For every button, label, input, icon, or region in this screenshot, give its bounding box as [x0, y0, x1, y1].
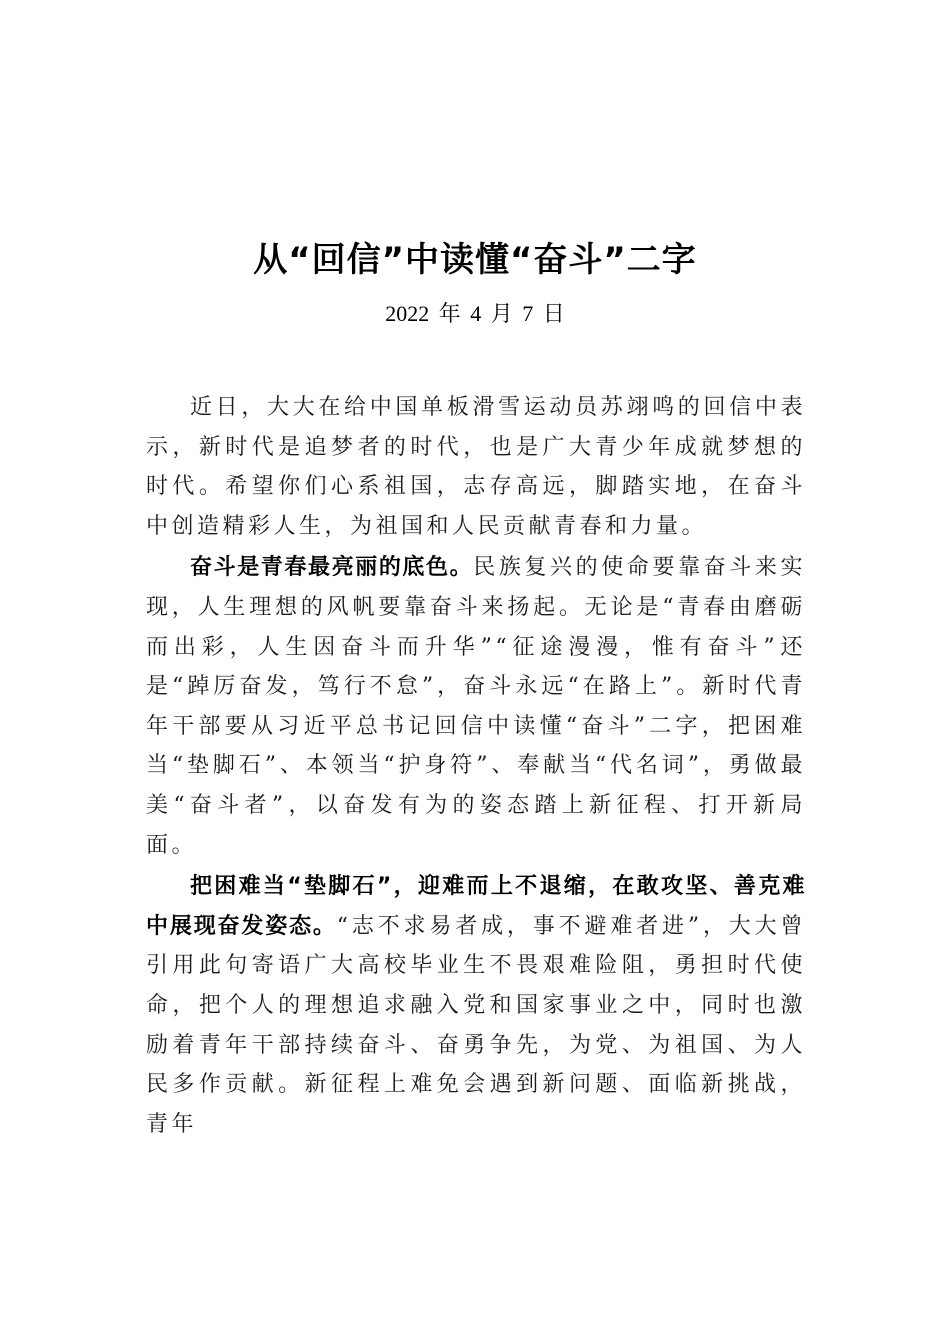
article-body: [146, 388, 806, 1146]
article-title: 从“回信”中读懂“奋斗”二字: [253, 240, 697, 280]
paragraph-text: “志不求易者成，事不避难者进”，大大曾引用此句寄语广大高校毕业生不畏艰难险阻，勇担时代使命，把个人的理想追求融入党和国家事业之中，同时也激励着青年干部持续奋斗、奋勇争先，为党、为祖国、为人民多作贡献。新征程上难免会遇到新问题、面临新挑战，青年: [146, 913, 806, 1137]
paragraph-text: 民族复兴的使命要靠奋斗来实现，人生理想的风帆要靠奋斗来扬起。无论是“青春由磨砺而出彩，人生因奋斗而升华”“征途漫漫，惟有奋斗”还是“踔厉奋发，笃行不怠”，奋斗永远“在路上”。新时代青年干部要从习近平总书记回信中读懂“奋斗”二字，把困难当“垫脚石”、本领当“护身符”、奉献当“代名词”，勇做最美“奋斗者”，以奋发有为的姿态踏上新征程、打开新局面。: [146, 555, 806, 858]
paragraph-lead: 奋斗是青春最亮丽的底色。: [190, 555, 474, 581]
paragraph: [146, 548, 806, 865]
paragraph: [146, 388, 806, 546]
paragraph: [146, 867, 806, 1144]
paragraph-lead: 把困难当“垫脚石”，迎难而上不退缩，在敢攻坚、善克难中展现奋发姿态。: [146, 874, 806, 939]
article-date: 2022 年 4 月 7 日: [385, 301, 565, 326]
paragraph-text: 近日，大大在给中国单板滑雪运动员苏翊鸣的回信中表示，新时代是追梦者的时代，也是广大青少年成就梦想的时代。希望你们心系祖国，志存高远，脚踏实地，在奋斗中创造精彩人生，为祖国和人民贡献青春和力量。: [146, 395, 806, 539]
